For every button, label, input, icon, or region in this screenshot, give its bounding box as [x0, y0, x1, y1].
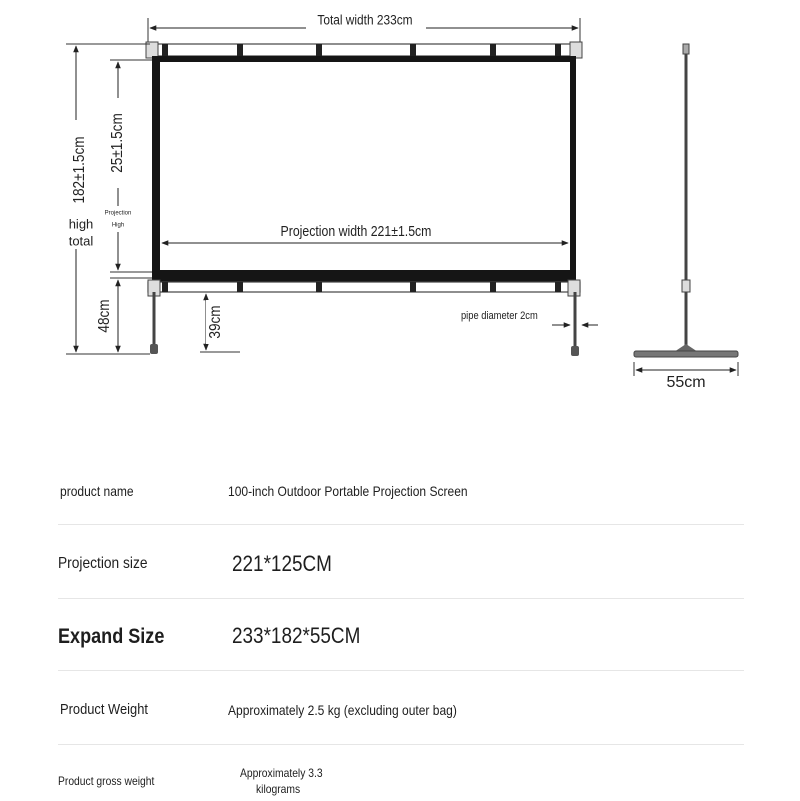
spec-label: Expand Size — [58, 625, 165, 648]
spec-label: product name — [60, 483, 134, 499]
spec-value-line-2: kilograms — [256, 782, 301, 796]
pipe-diameter-label: pipe diameter 2cm — [461, 310, 538, 323]
top-rail — [146, 42, 582, 58]
spec-value-line-1: Approximately 3.3 — [240, 766, 323, 780]
base-width-dimension — [634, 362, 738, 391]
spec-value: 100-inch Outdoor Portable Projection Screen — [228, 483, 468, 499]
leg-height-label: 48cm — [96, 299, 114, 333]
projection-high-label-1: Projection — [104, 210, 132, 217]
projection-width-label: Projection width 221±1.5cm — [280, 222, 432, 240]
spec-row-product-name — [58, 455, 744, 525]
projection-high-label-2: High — [111, 222, 125, 229]
spec-value: Approximately 2.5 kg (excluding outer bag) — [228, 702, 457, 718]
leg-height-dimension — [96, 278, 152, 352]
bottom-clearance-label: 39cm — [207, 305, 225, 339]
projection-high-dimension — [100, 60, 152, 272]
side-view-stand — [634, 44, 738, 357]
bottom-clearance-dimension — [200, 294, 240, 352]
high-label: high — [68, 216, 94, 232]
spec-row-expand-size — [58, 599, 744, 671]
spec-label: Product Weight — [60, 701, 148, 718]
spec-label: Product gross weight — [58, 774, 155, 788]
total-width-dimension — [148, 12, 580, 46]
pipe-diameter-dimension — [461, 310, 598, 325]
bottom-rail — [148, 280, 580, 296]
spec-row-projection-size — [58, 525, 744, 598]
spec-row-product-weight — [58, 671, 744, 745]
total-label: total — [68, 233, 94, 249]
spec-value: 233*182*55CM — [232, 623, 361, 648]
total-width-label: Total width 233cm — [317, 11, 413, 28]
base-width-label: 55cm — [666, 374, 706, 392]
spec-label: Projection size — [58, 555, 148, 572]
spec-value: 221*125CM — [232, 551, 332, 576]
total-height-label: 182±1.5cm — [71, 136, 89, 204]
projection-screen — [152, 56, 576, 282]
top-border-label: 25±1.5cm — [109, 113, 127, 173]
spec-row-gross-weight — [58, 745, 744, 801]
